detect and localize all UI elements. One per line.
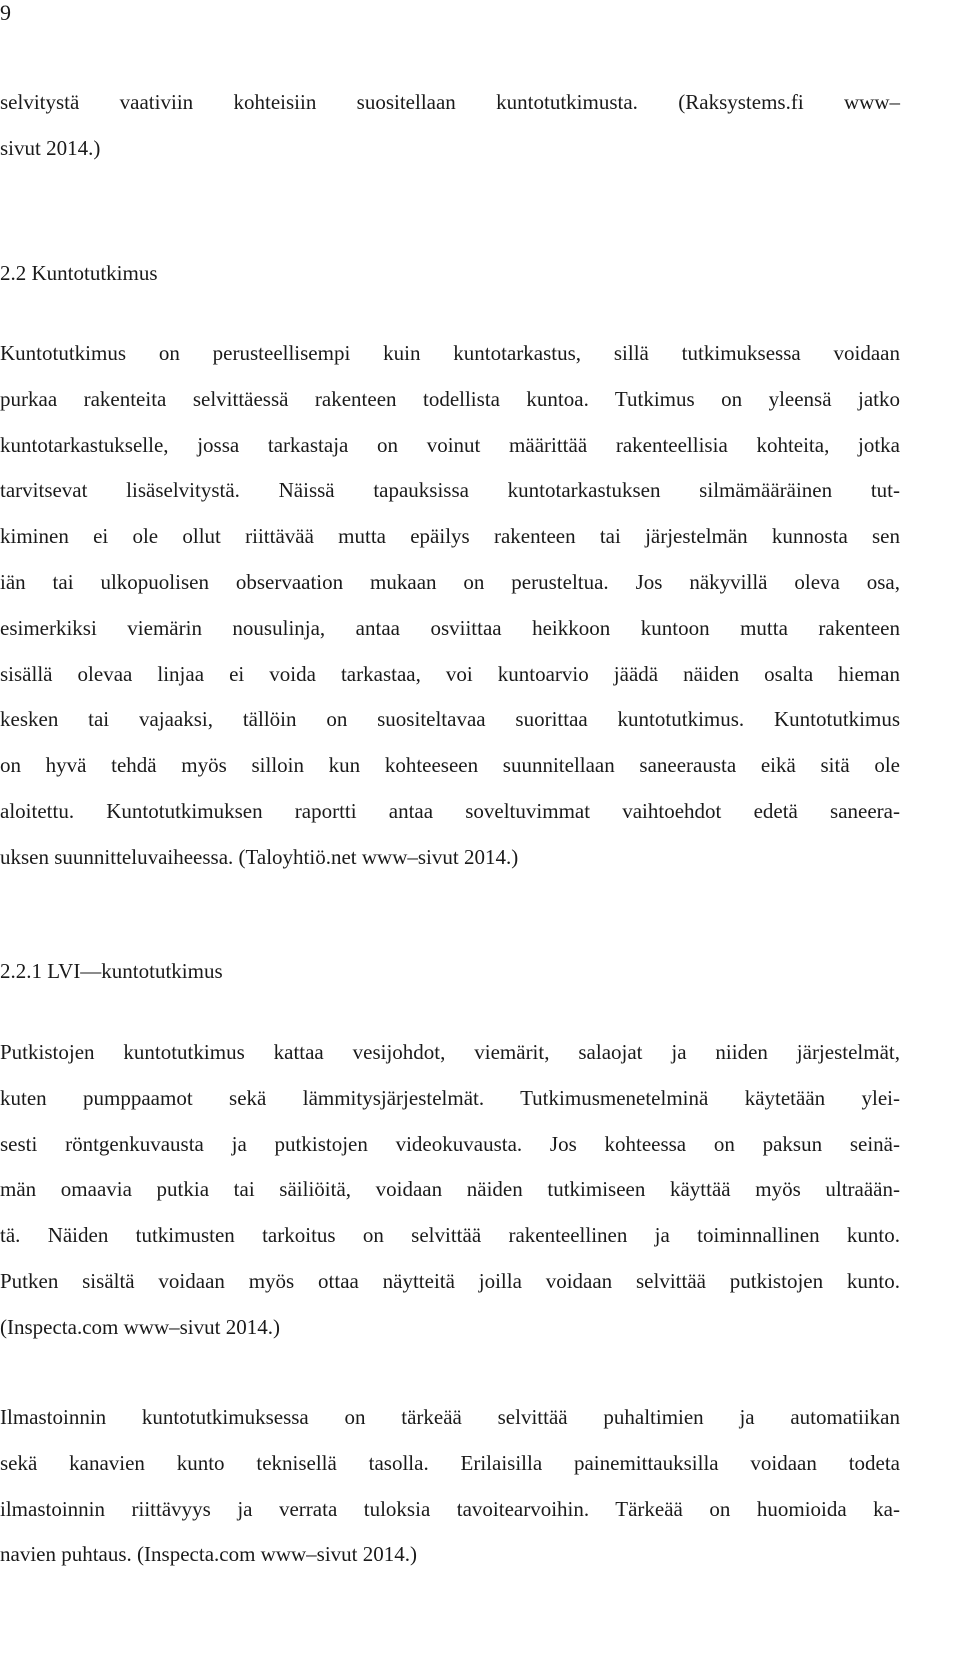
text-line: kuntotarkastukselle, jossa tarkastaja on voinut määrittää rakenteellisia kohteita, jotka bbox=[0, 432, 900, 457]
section-2-2-1-paragraph-2 bbox=[0, 1395, 900, 1578]
section-2-2-1-paragraph-1 bbox=[0, 1030, 900, 1351]
text-line: purkaa rakenteita selvittäessä rakenteen todellista kuntoa. Tutkimus on yleensä jatko bbox=[0, 386, 900, 411]
text-line: (Inspecta.com www–sivut 2014.) bbox=[0, 1314, 280, 1339]
text-line: navien puhtaus. (Inspecta.com www–sivut 2014.) bbox=[0, 1542, 417, 1567]
text-line: aloitettu. Kuntotutkimuksen raportti antaa soveltuvimmat vaihtoehdot edetä saneera- bbox=[0, 798, 900, 823]
text-line: esimerkiksi viemärin nousulinja, antaa osviittaa heikkoon kuntoon mutta rakenteen bbox=[0, 615, 900, 640]
text-line: Putkistojen kuntotutkimus kattaa vesijohdot, viemärit, salaojat ja niiden järjestelmät, bbox=[0, 1040, 900, 1064]
text-line: uksen suunnitteluvaiheessa. (Taloyhtiö.net www–sivut 2014.) bbox=[0, 844, 519, 869]
intro-paragraph bbox=[0, 80, 900, 172]
text-line: sivut 2014.) bbox=[0, 135, 101, 160]
text-line: Putken sisältä voidaan myös ottaa näytteitä joilla voidaan selvittää putkistojen kunto. bbox=[0, 1268, 900, 1293]
text-line: iän tai ulkopuolisen observaation mukaan on perusteltua. Jos näkyvillä oleva osa, bbox=[0, 569, 900, 594]
text-line: selvitystä vaativiin kohteisiin suositellaan kuntotutkimusta. (Raksystems.fi www– bbox=[0, 90, 900, 114]
text-line: ilmastoinnin riittävyys ja verrata tuloksia tavoitearvoihin. Tärkeää on huomioida ka- bbox=[0, 1496, 900, 1521]
text-line: Kuntotutkimus on perusteellisempi kuin kuntotarkastus, sillä tutkimuksessa voidaan bbox=[0, 341, 900, 365]
text-line: kuten pumppaamot sekä lämmitysjärjestelmät. Tutkimusmenetelminä käytetään ylei- bbox=[0, 1085, 900, 1110]
page-number: 9 bbox=[0, 0, 11, 25]
text-line: kesken tai vajaaksi, tällöin on suositeltavaa suorittaa kuntotutkimus. Kuntotutkimus bbox=[0, 707, 900, 732]
text-line: tä. Näiden tutkimusten tarkoitus on selvittää rakenteellinen ja toiminnallinen kunto. bbox=[0, 1223, 900, 1248]
text-line: Ilmastoinnin kuntotutkimuksessa on tärkeää selvittää puhaltimien ja automatiikan bbox=[0, 1405, 900, 1429]
text-line: sesti röntgenkuvausta ja putkistojen videokuvausta. Jos kohteessa on paksun seinä- bbox=[0, 1131, 900, 1156]
text-line: on hyvä tehdä myös silloin kun kohteeseen suunnitellaan saneerausta eikä sitä ole bbox=[0, 753, 900, 778]
text-line: sekä kanavien kunto teknisellä tasolla. Erilaisilla painemittauksilla voidaan todeta bbox=[0, 1450, 900, 1475]
section-heading-2-2: 2.2 Kuntotutkimus bbox=[0, 261, 158, 285]
section-2-2-paragraph bbox=[0, 331, 900, 881]
text-line: tarvitsevat lisäselvitystä. Näissä tapauksissa kuntotarkastuksen silmämääräinen tut- bbox=[0, 478, 900, 503]
text-line: kiminen ei ole ollut riittävää mutta epäilys rakenteen tai järjestelmän kunnosta sen bbox=[0, 524, 900, 549]
text-line: män omaavia putkia tai säiliöitä, voidaan näiden tutkimiseen käyttää myös ultraään- bbox=[0, 1177, 900, 1202]
section-heading-2-2-1: 2.2.1 LVI—kuntotutkimus bbox=[0, 959, 223, 983]
text-line: sisällä olevaa linjaa ei voida tarkastaa, voi kuntoarvio jäädä näiden osalta hieman bbox=[0, 661, 900, 686]
